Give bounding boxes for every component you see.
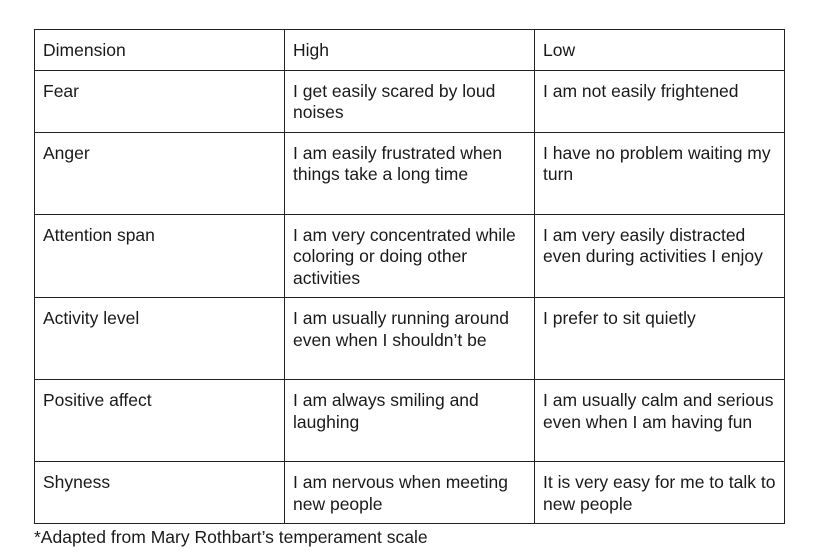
document [34,29,784,548]
header-high: High [285,30,535,71]
table-row [35,298,785,380]
low-cell: I am very easily distracted even during activities I enjoy [535,214,785,298]
header-dimension: Dimension [35,30,285,71]
high-cell: I am nervous when meeting new people [285,462,535,524]
low-cell: It is very easy for me to talk to new people [535,462,785,524]
high-cell: I am always smiling and laughing [285,380,535,462]
low-cell: I have no problem waiting my turn [535,132,785,214]
high-cell: I am easily frustrated when things take a long time [285,132,535,214]
table-header-row [35,30,785,71]
high-cell: I get easily scared by loud noises [285,70,535,132]
dimension-cell: Positive affect [35,380,285,462]
table-row [35,380,785,462]
dimension-cell: Activity level [35,298,285,380]
high-cell: I am usually running around even when I shouldn’t be [285,298,535,380]
table-row [35,462,785,524]
dimension-cell: Attention span [35,214,285,298]
table-row [35,132,785,214]
low-cell: I prefer to sit quietly [535,298,785,380]
high-cell: I am very concentrated while coloring or doing other activities [285,214,535,298]
dimension-cell: Fear [35,70,285,132]
table-row [35,70,785,132]
temperament-table [34,29,785,524]
low-cell: I am not easily frightened [535,70,785,132]
header-low: Low [535,30,785,71]
low-cell: I am usually calm and serious even when I am having fun [535,380,785,462]
dimension-cell: Anger [35,132,285,214]
dimension-cell: Shyness [35,462,285,524]
footnote: *Adapted from Mary Rothbart’s temperament scale [34,527,428,547]
table-row [35,214,785,298]
